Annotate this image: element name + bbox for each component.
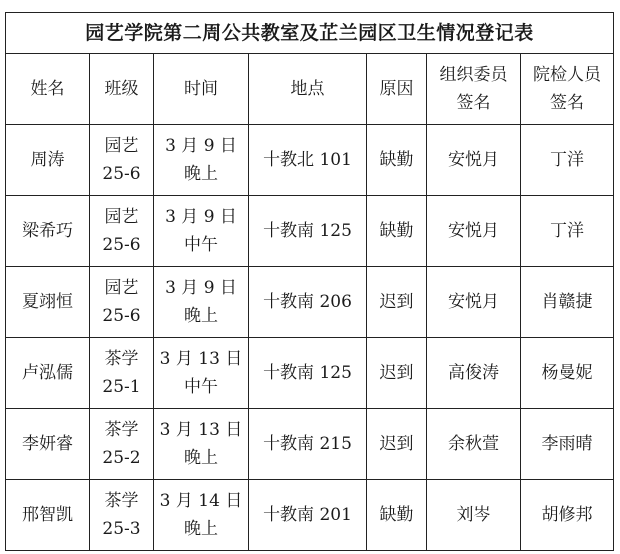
cell-time-line2: 中午 [184, 235, 218, 255]
cell-time [154, 196, 249, 267]
cell-organizer-signature: 刘岑 [427, 480, 521, 551]
header-inspector-line1: 院检人员 [533, 65, 602, 85]
cell-class-line2: 25-1 [102, 377, 141, 397]
cell-time [154, 267, 249, 338]
title-row [6, 13, 614, 54]
cell-class [90, 267, 154, 338]
cell-organizer-signature: 安悦月 [427, 196, 521, 267]
cell-name: 夏翊恒 [6, 267, 90, 338]
header-name: 姓名 [6, 54, 90, 125]
header-organizer-line1: 组织委员 [439, 65, 508, 85]
cell-inspector-signature: 丁洋 [521, 196, 614, 267]
cell-time-line2: 晚上 [184, 519, 218, 539]
cell-time-line1: 3 月 9 日 [165, 136, 237, 156]
cell-place: 十教南 125 [249, 338, 367, 409]
cell-time-line1: 3 月 13 日 [159, 349, 243, 369]
cell-reason: 迟到 [367, 338, 427, 409]
cell-time [154, 480, 249, 551]
cell-inspector-signature: 丁洋 [521, 125, 614, 196]
cell-class-line1: 茶学 [104, 420, 139, 440]
cell-place: 十教南 201 [249, 480, 367, 551]
header-inspector-line2: 签名 [550, 93, 585, 113]
cell-name: 卢泓儒 [6, 338, 90, 409]
table-title: 园艺学院第二周公共教室及芷兰园区卫生情况登记表 [6, 13, 614, 54]
cell-time-line2: 晚上 [184, 306, 218, 326]
cell-inspector-signature: 胡修邦 [521, 480, 614, 551]
cell-class-line1: 园艺 [104, 207, 139, 227]
cell-reason: 缺勤 [367, 125, 427, 196]
cell-place: 十教北 101 [249, 125, 367, 196]
cell-reason: 迟到 [367, 409, 427, 480]
cell-reason: 迟到 [367, 267, 427, 338]
cell-class-line1: 茶学 [104, 349, 139, 369]
cell-class [90, 480, 154, 551]
cell-organizer-signature: 安悦月 [427, 125, 521, 196]
cell-class [90, 409, 154, 480]
cell-time-line1: 3 月 13 日 [159, 420, 243, 440]
header-place: 地点 [249, 54, 367, 125]
cell-time-line1: 3 月 9 日 [165, 278, 237, 298]
table-row [6, 409, 614, 480]
header-inspector [521, 54, 614, 125]
cell-reason: 缺勤 [367, 480, 427, 551]
cell-inspector-signature: 李雨晴 [521, 409, 614, 480]
cell-reason: 缺勤 [367, 196, 427, 267]
cell-place: 十教南 206 [249, 267, 367, 338]
cell-organizer-signature: 安悦月 [427, 267, 521, 338]
table-row [6, 196, 614, 267]
cell-class-line2: 25-6 [102, 235, 141, 255]
cell-time [154, 125, 249, 196]
cell-time-line2: 晚上 [184, 448, 218, 468]
header-time: 时间 [154, 54, 249, 125]
cell-organizer-signature: 高俊涛 [427, 338, 521, 409]
cell-time [154, 409, 249, 480]
cell-class-line2: 25-6 [102, 164, 141, 184]
header-reason: 原因 [367, 54, 427, 125]
cell-time-line2: 中午 [184, 377, 218, 397]
cell-class [90, 125, 154, 196]
header-organizer-line2: 签名 [456, 93, 491, 113]
cell-class-line2: 25-6 [102, 306, 141, 326]
cell-class [90, 338, 154, 409]
cell-class-line2: 25-2 [102, 448, 141, 468]
cell-place: 十教南 215 [249, 409, 367, 480]
table-row [6, 125, 614, 196]
cell-inspector-signature: 肖赣捷 [521, 267, 614, 338]
cell-class [90, 196, 154, 267]
registration-sheet [5, 12, 613, 551]
cell-time-line2: 晚上 [184, 164, 218, 184]
cell-time-line1: 3 月 9 日 [165, 207, 237, 227]
cell-name: 邢智凯 [6, 480, 90, 551]
header-organizer [427, 54, 521, 125]
cell-name: 梁希巧 [6, 196, 90, 267]
cell-name: 周涛 [6, 125, 90, 196]
cell-name: 李妍睿 [6, 409, 90, 480]
cell-class-line1: 茶学 [104, 491, 139, 511]
cell-organizer-signature: 余秋萱 [427, 409, 521, 480]
cell-class-line1: 园艺 [104, 278, 139, 298]
cell-time [154, 338, 249, 409]
cell-time-line1: 3 月 14 日 [159, 491, 243, 511]
cell-class-line1: 园艺 [104, 136, 139, 156]
cell-place: 十教南 125 [249, 196, 367, 267]
hygiene-registration-table [5, 12, 614, 551]
table-row [6, 480, 614, 551]
cell-class-line2: 25-3 [102, 519, 141, 539]
header-class: 班级 [90, 54, 154, 125]
table-row [6, 338, 614, 409]
header-row [6, 54, 614, 125]
table-row [6, 267, 614, 338]
cell-inspector-signature: 杨曼妮 [521, 338, 614, 409]
